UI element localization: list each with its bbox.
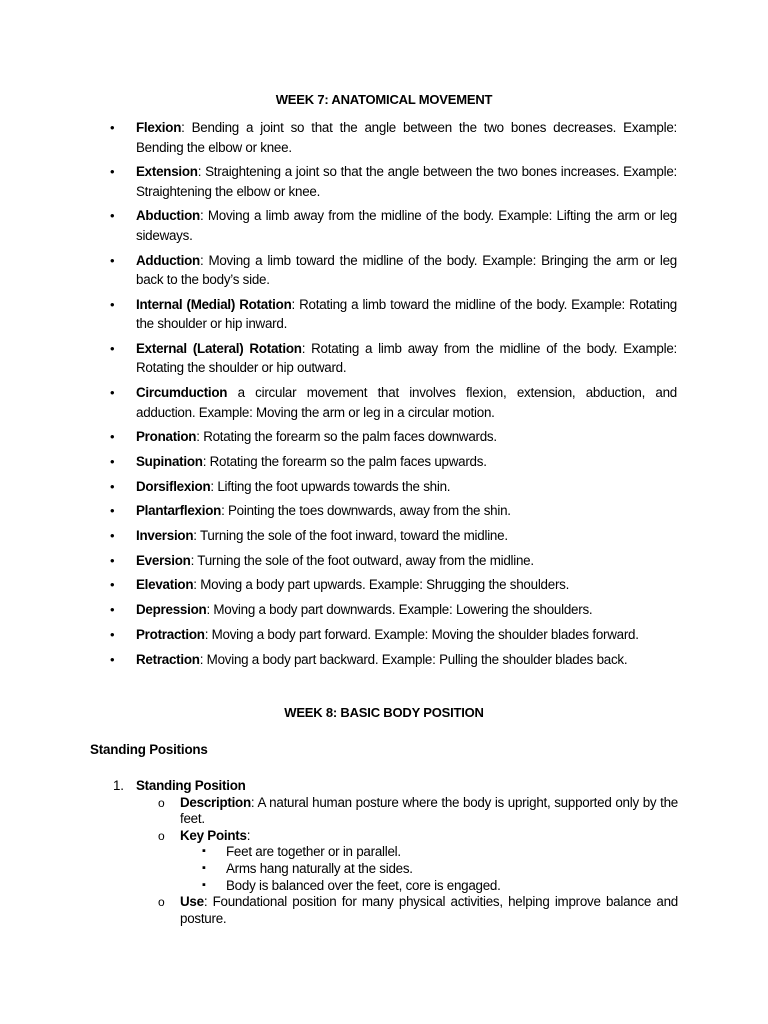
movement-list-item [110, 452, 677, 472]
movement-term: Internal (Medial) Rotation [136, 296, 292, 312]
movement-description: : Rotating the forearm so the palm faces downwards. [196, 429, 497, 445]
movement-list-item [110, 477, 677, 497]
movement-term: Inversion [136, 528, 194, 544]
movement-list-item [110, 295, 677, 334]
square-bullet-marker: ▪ [202, 861, 206, 874]
movement-list-item [110, 551, 677, 571]
bullet-marker: • [110, 454, 115, 469]
description-text: : A natural human posture where the body is upright, supported only by the feet. [180, 794, 678, 827]
square-bullet-marker: ▪ [202, 845, 206, 858]
movement-term: Elevation [136, 577, 194, 593]
movement-term: Supination [136, 454, 203, 469]
movement-description: a circular movement that involves flexion, extension, abduction, and adduction. Example: Moving the arm or leg in a circular motion. [136, 385, 677, 420]
movement-term: Extension [136, 164, 198, 180]
bullet-marker: • [110, 503, 115, 519]
movement-list-item [110, 427, 677, 447]
movement-list-item [110, 600, 677, 620]
position-title-row [113, 778, 678, 795]
use-row [113, 894, 678, 927]
description-label: Description [180, 794, 251, 810]
key-points-colon: : [246, 827, 251, 843]
use-text: : Foundational position for many physical activities, helping improve balance and posture. [180, 894, 678, 926]
movement-description: : Pointing the toes downwards, away from the shin. [221, 503, 511, 519]
movement-description: : Lifting the foot upwards towards the shin. [210, 478, 451, 494]
movement-term: Flexion [136, 120, 182, 135]
bullet-marker: • [110, 552, 115, 568]
sub-bullet-marker: o [158, 895, 165, 910]
bullet-marker: • [110, 429, 115, 445]
movement-description: : Moving a body part forward. Example: Moving the shoulder blades forward. [204, 626, 639, 642]
movement-description: : Moving a body part backward. Example: Pulling the shoulder blades back. [199, 651, 628, 667]
movement-term: Protraction [136, 626, 205, 642]
bullet-marker: • [110, 120, 115, 135]
movement-description: : Moving a limb away from the midline of the body. Example: Lifting the arm or leg sideways. [136, 208, 677, 243]
movement-term: Circumduction [136, 385, 228, 401]
movement-list-item [110, 501, 677, 521]
key-points-row [113, 828, 678, 845]
week8-heading: WEEK 8: BASIC BODY POSITION [284, 705, 484, 720]
key-point-item [113, 844, 678, 861]
movement-description: : Moving a body part upwards. Example: Shrugging the shoulders. [193, 577, 570, 593]
movement-description: : Rotating a limb away from the midline of the body. Example: Rotating the shoulder or hip outward. [136, 340, 677, 376]
movement-list-item [110, 339, 677, 378]
movement-list-item [110, 251, 677, 290]
movement-description: : Moving a body part downwards. Example: Lowering the shoulders. [206, 602, 593, 618]
movement-term: Retraction [136, 651, 200, 667]
movement-description: : Turning the sole of the foot outward, away from the midline. [190, 552, 534, 568]
movement-list-item [110, 383, 677, 422]
movement-list-item [110, 625, 677, 645]
movement-list-item [110, 162, 677, 201]
bullet-marker: • [110, 528, 115, 544]
movement-description: : Moving a limb toward the midline of the body. Example: Bringing the arm or leg back to the body’s side. [136, 252, 677, 288]
key-point-item [113, 878, 678, 895]
movement-term: Eversion [136, 552, 191, 568]
movement-term: Pronation [136, 429, 197, 445]
standing-position-block [113, 778, 678, 927]
square-bullet-marker: ▪ [202, 878, 206, 891]
movement-term: Depression [136, 602, 207, 618]
key-point-text: Body is balanced over the feet, core is engaged. [226, 877, 501, 893]
position-number: 1. [113, 778, 124, 793]
movement-term: Dorsiflexion [136, 478, 211, 494]
bullet-marker: • [110, 164, 115, 180]
key-point-text: Arms hang naturally at the sides. [226, 860, 413, 876]
movement-list-item [110, 118, 677, 157]
bullet-marker: • [110, 602, 115, 618]
movement-description: : Straightening a joint so that the angle between the two bones increases. Example: Straightening the elbow or knee. [136, 164, 677, 199]
movement-list-item [110, 526, 677, 546]
movement-description: : Rotating a limb toward the midline of the body. Example: Rotating the shoulder or hip inward. [136, 296, 677, 332]
bullet-marker: • [110, 385, 115, 401]
position-title: Standing Position [136, 778, 246, 793]
key-point-item [113, 861, 678, 878]
movement-list-item [110, 650, 677, 670]
movement-term: Plantarflexion [136, 503, 222, 519]
bullet-marker: • [110, 626, 115, 642]
bullet-marker: • [110, 296, 115, 312]
bullet-marker: • [110, 208, 115, 224]
bullet-marker: • [110, 651, 115, 667]
use-label: Use [180, 894, 204, 910]
movement-description: : Rotating the forearm so the palm faces upwards. [202, 454, 487, 469]
bullet-marker: • [110, 340, 115, 356]
movement-list [110, 118, 677, 674]
bullet-marker: • [110, 478, 115, 494]
movement-list-item [110, 206, 677, 245]
sub-bullet-marker: o [158, 828, 165, 843]
movement-term: Abduction [136, 208, 200, 224]
sub-bullet-marker: o [158, 795, 165, 810]
section-title: Standing Positions [90, 742, 208, 757]
movement-description: : Turning the sole of the foot inward, toward the midline. [193, 528, 508, 544]
movement-term: External (Lateral) Rotation [136, 340, 302, 356]
key-point-text: Feet are together or in parallel. [226, 844, 401, 860]
movement-list-item [110, 575, 677, 595]
bullet-marker: • [110, 577, 115, 593]
movement-description: : Bending a joint so that the angle between the two bones decreases. Example: Bending the elbow or knee. [136, 120, 677, 155]
bullet-marker: • [110, 252, 115, 268]
movement-term: Adduction [136, 252, 200, 268]
key-points-label: Key Points [180, 827, 247, 843]
week7-heading: WEEK 7: ANATOMICAL MOVEMENT [275, 92, 493, 107]
description-row [113, 795, 678, 828]
